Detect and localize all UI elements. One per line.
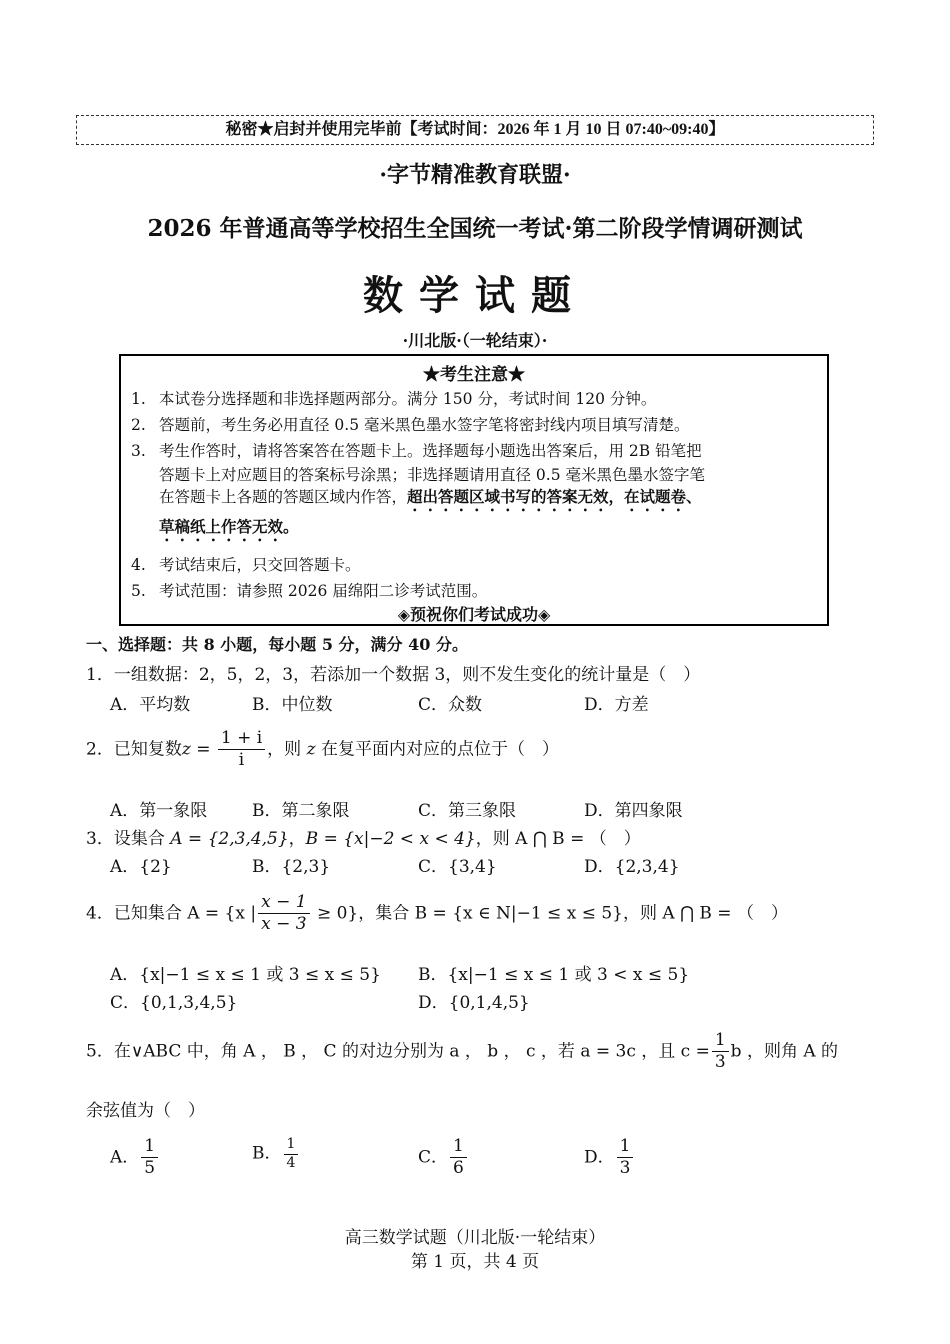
q2-option-c: C．第三象限 xyxy=(418,801,517,821)
question-2: 2．已知复数z = $\frac{1 + i}{i}$ ，则 z 在复平面内对应的点位于（ ） xyxy=(86,728,559,771)
good-luck-line: ◈预祝你们考试成功◈ xyxy=(397,605,551,624)
emphasis-text: 超出答题区域书写的答案无效，在试题卷、 xyxy=(407,488,702,506)
subject-title: 数学试题 xyxy=(363,272,587,319)
question-3: 3．设集合 A = {2,3,4,5}，B = {x|−2 < x < 4}，则 A ⋂ B = （ ） xyxy=(86,829,641,849)
q3-option-c: C．{3,4} xyxy=(418,857,497,877)
page-footer xyxy=(0,1226,950,1274)
footer-title: 高三数学试题（川北版·一轮结束） xyxy=(344,1228,606,1248)
q1-option-b: B．中位数 xyxy=(252,695,333,715)
section-heading: 一、选择题：共 8 小题，每小题 5 分，满分 40 分。 xyxy=(86,635,468,654)
q3-option-a: A．{2} xyxy=(110,857,172,877)
notice-title: ★考生注意★ xyxy=(423,365,525,385)
q4-option-b: B．{x|−1 ≤ x ≤ 1 或 3 < x ≤ 5} xyxy=(418,965,690,985)
question-4: 4．已知集合 A = {x | $\frac{x - 1}{x - 3}$ ≥ 0}，集合 B = {x ∈ N|−1 ≤ x ≤ 5}，则 A ⋂ B = （ ） xyxy=(86,892,788,935)
emphasis-text: 草稿纸上作答无效。 xyxy=(159,518,299,536)
question-5: 5．在∨ABC 中，角 A ， B ， C 的对边分别为 a ， b ， c ，若 a = 3c ，且 c = $\frac{1}{3}$ b ，则角 A 的 xyxy=(86,1030,839,1073)
q2-option-d: D．第四象限 xyxy=(584,801,683,821)
q2-option-a: A．第一象限 xyxy=(110,801,208,821)
edition-label: ·川北版·（一轮结束）· xyxy=(402,331,548,350)
page-number: 第 1 页，共 4 页 xyxy=(410,1252,540,1272)
q4-option-d: D．{0,1,4,5} xyxy=(418,993,530,1013)
notice-box: ★考生注意★ 1. 本试卷分选择题和非选择题两部分。满分 150 分，考试时间 120 分钟。 2. 答题前，考生务必用直径 0.5 毫米黑色墨水签字笔将密封线内项目填写清楚。 3. 考生作答时，请将答案答在答题卡上。选择题每小题选出答案后，用 2B 铅笔把 答题卡上对应题目的答案标号涂黑；非选择题请用直径 0.5 毫米黑色墨水签字笔 在答题卡上各题的答题区域内作答，超出答题区域书写的答案无效，在试题卷、 草稿纸上作答无效。 4. 考试结束后，只交回答题卡。 5. 考试范围：请参照 2026 届绵阳二诊考试范围。 ◈预祝你们考试成功◈ xyxy=(119,354,829,626)
q5-option-b: B． $\frac{1}{4}$ xyxy=(252,1136,300,1172)
question-5-continued: 余弦值为（ ） xyxy=(86,1101,205,1121)
fraction: $\frac{x - 1}{x - 3}$ xyxy=(258,892,309,936)
q4-option-c: C．{0,1,3,4,5} xyxy=(110,993,238,1013)
q5-option-c: C． $\frac{1}{6}$ xyxy=(418,1136,469,1180)
fraction: $\frac{1 + i}{i}$ xyxy=(218,728,265,772)
q3-option-d: D．{2,3,4} xyxy=(584,857,680,877)
q1-option-d: D．方差 xyxy=(584,695,649,715)
q5-option-d: D． $\frac{1}{3}$ xyxy=(584,1136,635,1180)
q3-option-b: B．{2,3} xyxy=(252,857,331,877)
q2-option-b: B．第二象限 xyxy=(252,801,350,821)
question-1: 1．一组数据：2，5，2，3，若添加一个数据 3，则不发生变化的统计量是（ ） xyxy=(86,665,701,685)
exam-title: 2026 年普通高等学校招生全国统一考试·第二阶段学情调研测试 xyxy=(147,215,803,242)
alliance-title: ·字节精准教育联盟· xyxy=(379,162,571,188)
q5-option-a: A． $\frac{1}{5}$ xyxy=(110,1136,160,1180)
q1-option-c: C．众数 xyxy=(418,695,483,715)
q1-option-a: A．平均数 xyxy=(110,695,191,715)
q4-option-a: A．{x|−1 ≤ x ≤ 1 或 3 ≤ x ≤ 5} xyxy=(110,965,381,985)
fraction: $\frac{1}{3}$ xyxy=(712,1030,729,1074)
confidential-banner: 秘密★启封并使用完毕前【考试时间：2026 年 1 月 10 日 07:40~09:40】 xyxy=(76,115,874,145)
